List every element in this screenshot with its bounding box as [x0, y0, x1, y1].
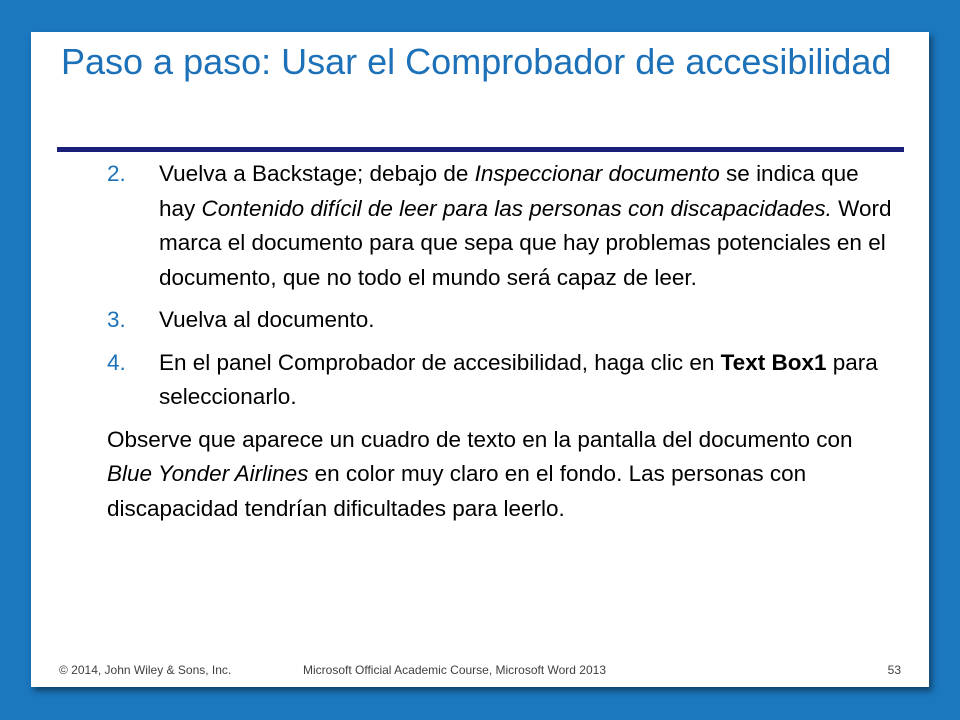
slide	[31, 32, 929, 687]
note-paragraph: Observe que aparece un cuadro de texto en la pantalla del documento con Blue Yonder Airlines en color muy claro en el fondo. Las personas con discapacidad tendrían dificultades para leerlo.	[107, 426, 853, 521]
emphasis-text: Contenido difícil de leer para las personas con discapacidades.	[201, 195, 832, 221]
step-3	[31, 303, 929, 338]
step-number: 2.	[107, 161, 126, 186]
footer-copyright: © 2014, John Wiley & Sons, Inc.	[59, 663, 232, 677]
footer-course: Microsoft Official Academic Course, Microsoft Word 2013	[303, 663, 606, 677]
step-text: Vuelva al documento.	[159, 307, 375, 332]
emphasis-text: Inspeccionar documento	[474, 161, 720, 186]
slide-title: Paso a paso: Usar el Comprobador de accesibilidad	[61, 41, 892, 82]
step-number: 4.	[107, 349, 126, 375]
page-number: 53	[887, 663, 901, 677]
step-4	[31, 346, 929, 415]
bold-text: Text Box1	[720, 349, 827, 375]
emphasis-text: Blue Yonder Airlines	[107, 461, 309, 486]
title-divider	[57, 147, 904, 152]
step-number: 3.	[107, 307, 126, 332]
step-2	[31, 157, 929, 295]
step-text: Vuelva a Backstage; debajo de Inspeccionar documento se indica que hay Contenido difícil de leer para las personas con discapacidades. Word marca el documento para que sepa que hay problemas potenciales en el documento, que no todo el mundo será capaz de leer.	[159, 161, 892, 290]
slide-content	[31, 157, 929, 526]
step-text: En el panel Comprobador de accesibilidad, haga clic en Text Box1 para seleccionarlo.	[159, 349, 878, 409]
